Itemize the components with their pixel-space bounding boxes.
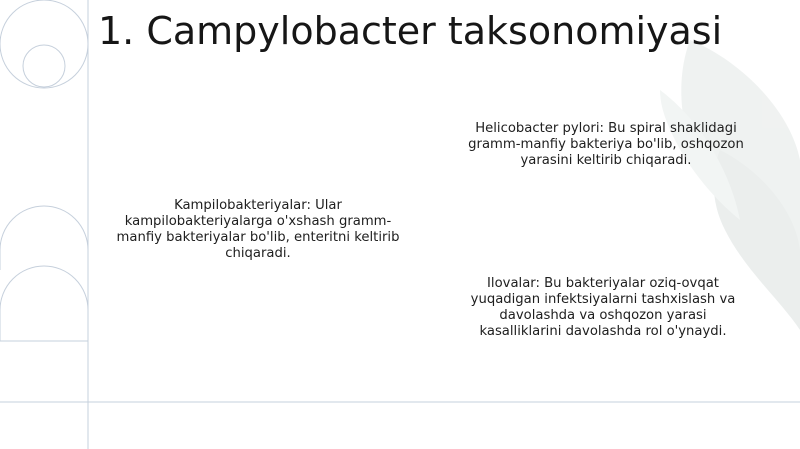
- circle-large-top: [0, 0, 88, 88]
- text-block-kampilobakteriyalar: Kampilobakteriyalar: Ular kampilobakteriyalarga o'xshash gramm-manfiy bakteriyalar bo'lib, enteritni keltirib chiqaradi.: [116, 198, 400, 261]
- circle-small-top: [23, 45, 65, 87]
- arc-middle: [0, 206, 88, 250]
- text-block-helicobacter: Helicobacter pylori: Bu spiral shaklidagi gramm-manfiy bakteriya bo'lib, oshqozon yarasini keltirib chiqaradi.: [468, 121, 744, 168]
- arc-lower: [0, 266, 88, 310]
- slide-title: 1. Campylobacter taksonomiyasi: [98, 9, 723, 53]
- text-block-ilovalar: Ilovalar: Bu bakteriyalar oziq-ovqat yuqadigan infektsiyalarni tashxislash va davolashda va oshqozon yarasi kasalliklarini davolashda rol o'ynaydi.: [470, 276, 736, 339]
